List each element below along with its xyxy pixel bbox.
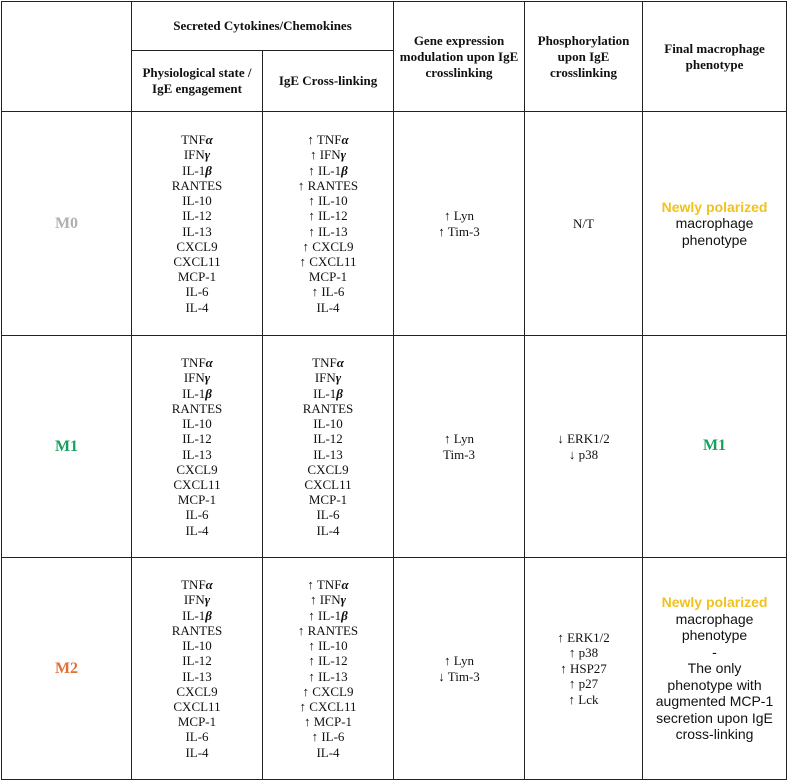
list-item: ↑ CXCL9 [302, 238, 354, 254]
list-item: ↑ ERK1/2 [557, 629, 610, 645]
list-item: ↓ Tim-3 [438, 668, 480, 684]
list-item: ↑ IL-6 [311, 284, 345, 300]
list-item: ↑ Lyn [444, 208, 474, 223]
list-item: IL-1β [182, 162, 212, 178]
list-item: ↑ RANTES [297, 622, 359, 638]
final-lines-m0 [647, 215, 782, 248]
final-phenotype-m1 [643, 336, 787, 558]
greek-letter: γ [204, 370, 211, 386]
final-phenotype-m0 [643, 112, 787, 336]
list-item: ↑ IL-12 [308, 653, 348, 669]
greek-letter: α [341, 132, 349, 148]
list-item: ↑ IL-1β [308, 607, 348, 623]
greek-letter: γ [340, 147, 347, 163]
list-item: IL-4 [185, 744, 209, 760]
list-item: ↑ IL-12 [308, 208, 348, 224]
list-item: phenotype [681, 627, 748, 644]
list-item: ↑ CXCL9 [302, 683, 354, 699]
row-label-m0: M0 [2, 112, 132, 336]
list-item: CXCL11 [173, 476, 221, 492]
list-item: IL-6 [185, 507, 209, 523]
greek-letter: β [341, 607, 348, 623]
list-item: ↑ IL-13 [308, 223, 348, 239]
row-label-m1: M1 [2, 336, 132, 558]
list-item: ↑ p38 [568, 645, 599, 661]
list-item: RANTES [171, 622, 223, 638]
final-lines-m2 [647, 611, 782, 743]
physio-header: Physiological state / IgE engagement [132, 51, 263, 112]
list-item: IL-1β [182, 385, 212, 401]
list-item: ↑ CXCL11 [299, 253, 357, 269]
list-item: CXCL9 [176, 461, 218, 477]
list-item: IL-13 [182, 223, 212, 239]
list-item: ↑ Lyn [444, 653, 474, 668]
greek-letter: β [341, 162, 348, 178]
list-item: IL-13 [182, 446, 212, 462]
greek-letter: β [205, 607, 212, 623]
list-item: ↓ ERK1/2 [557, 431, 610, 446]
gene-list-m2 [394, 558, 525, 780]
greek-letter: γ [340, 592, 347, 608]
list-item: ↑ RANTES [297, 177, 359, 193]
list-item: phenotype with [667, 676, 762, 693]
phosphorylation-header: Phosphorylation upon IgE crosslinking [525, 2, 643, 112]
gene-list-m0 [394, 112, 525, 336]
list-item: ↑ IFNγ [309, 147, 347, 163]
list-item: ↑ HSP27 [560, 660, 607, 676]
list-item: RANTES [171, 400, 223, 416]
list-item: IFNγ [314, 370, 342, 386]
list-item: ↑ IL-6 [311, 729, 345, 745]
list-item: ↑ IL-10 [308, 638, 348, 654]
list-item: IL-12 [313, 431, 343, 447]
crosslink-list-m2 [263, 558, 394, 780]
list-item: ↑ TNFα [307, 577, 349, 593]
greek-letter: α [341, 577, 349, 593]
list-item: IL-4 [316, 744, 340, 760]
list-item: MCP-1 [308, 269, 348, 285]
list-item: ↑ TNFα [307, 132, 349, 148]
list-item: IL-10 [182, 638, 212, 654]
crosslink-list-m0 [263, 112, 394, 336]
list-item: IL-6 [185, 729, 209, 745]
phospho-list-m2 [525, 558, 643, 780]
list-item: macrophage [675, 215, 754, 232]
crosslink-list-m1 [263, 336, 394, 558]
list-item: ↑ IL-13 [308, 668, 348, 684]
list-item: IL-10 [313, 416, 343, 432]
list-item: cross-linking [675, 726, 754, 743]
cytokine-table [1, 1, 787, 780]
secreted-header: Secreted Cytokines/Chemokines [132, 2, 394, 51]
list-item: ↑ MCP-1 [303, 714, 353, 730]
phospho-list-m1 [525, 336, 643, 558]
list-item: CXCL11 [173, 253, 221, 269]
list-item: Tim-3 [442, 446, 476, 462]
list-item: ↑ CXCL11 [299, 698, 357, 714]
list-item: ↑ IL-1β [308, 162, 348, 178]
list-item: RANTES [171, 177, 223, 193]
list-item: CXCL11 [173, 698, 221, 714]
physio-list-m2 [132, 558, 263, 780]
list-item: augmented MCP-1 [655, 693, 774, 710]
list-item: CXCL9 [307, 461, 349, 477]
table-row-m1 [2, 336, 787, 558]
newly-polarized-m0: Newly polarized [661, 198, 768, 215]
list-item: ↑ Lck [568, 691, 599, 707]
list-item: N/T [573, 215, 594, 231]
greek-letter: β [205, 162, 212, 178]
list-item: IL-6 [185, 284, 209, 300]
table-row-m0 [2, 112, 787, 336]
list-item: TNFα [312, 355, 344, 371]
gene-list-m1 [394, 336, 525, 558]
greek-letter: α [205, 577, 213, 593]
list-item: ↑ Tim-3 [438, 223, 480, 239]
final-phenotype-header: Final macrophage phenotype [643, 2, 787, 112]
greek-letter: γ [335, 370, 342, 386]
list-item: MCP-1 [308, 492, 348, 508]
crosslink-header: IgE Cross-linking [263, 51, 394, 112]
list-item: IFNγ [183, 370, 211, 386]
list-item: IL-13 [182, 668, 212, 684]
list-item: phenotype [681, 231, 748, 248]
list-item: TNFα [181, 577, 213, 593]
list-item: TNFα [181, 355, 213, 371]
list-item: IL-1β [182, 607, 212, 623]
list-item: - [712, 643, 717, 660]
list-item: IL-1β [313, 385, 343, 401]
list-item: IL-12 [182, 208, 212, 224]
greek-letter: γ [204, 592, 211, 608]
greek-letter: β [205, 385, 212, 401]
list-item: IL-13 [313, 446, 343, 462]
empty-corner-cell [2, 2, 132, 112]
newly-polarized-m2: Newly polarized [661, 594, 768, 611]
list-item: IL-4 [316, 522, 340, 538]
list-item: MCP-1 [177, 714, 217, 730]
list-item: secretion upon IgE [656, 709, 773, 726]
final-label-m1: M1 [702, 437, 727, 455]
greek-letter: γ [204, 147, 211, 163]
gene-expression-header: Gene expression modulation upon IgE crosslinking [394, 2, 525, 112]
list-item: IL-4 [185, 522, 209, 538]
table-row-m2 [2, 558, 787, 780]
list-item: IL-10 [182, 193, 212, 209]
list-item: IL-4 [185, 299, 209, 315]
list-item: CXCL11 [304, 476, 352, 492]
list-item: ↑ p27 [568, 676, 599, 692]
list-item: The only [687, 660, 742, 677]
list-item: TNFα [181, 132, 213, 148]
list-item: IL-10 [182, 416, 212, 432]
list-item: MCP-1 [177, 492, 217, 508]
list-item: IL-12 [182, 431, 212, 447]
list-item: ↓ p38 [568, 446, 599, 462]
list-item: ↑ IFNγ [309, 592, 347, 608]
greek-letter: α [205, 132, 213, 148]
greek-letter: α [336, 355, 344, 371]
list-item: ↑ Lyn [444, 431, 474, 446]
greek-letter: β [336, 385, 343, 401]
list-item: macrophage [675, 610, 754, 627]
list-item: IFNγ [183, 147, 211, 163]
list-item: IFNγ [183, 592, 211, 608]
list-item: CXCL9 [176, 683, 218, 699]
row-label-m2: M2 [2, 558, 132, 780]
list-item: IL-6 [316, 507, 340, 523]
physio-list-m0 [132, 112, 263, 336]
greek-letter: α [205, 355, 213, 371]
list-item: CXCL9 [176, 238, 218, 254]
list-item: ↑ IL-10 [308, 193, 348, 209]
final-phenotype-m2 [643, 558, 787, 780]
list-item: RANTES [302, 400, 354, 416]
list-item: IL-12 [182, 653, 212, 669]
physio-list-m1 [132, 336, 263, 558]
list-item: IL-4 [316, 299, 340, 315]
phospho-list-m0 [525, 112, 643, 336]
list-item: MCP-1 [177, 269, 217, 285]
